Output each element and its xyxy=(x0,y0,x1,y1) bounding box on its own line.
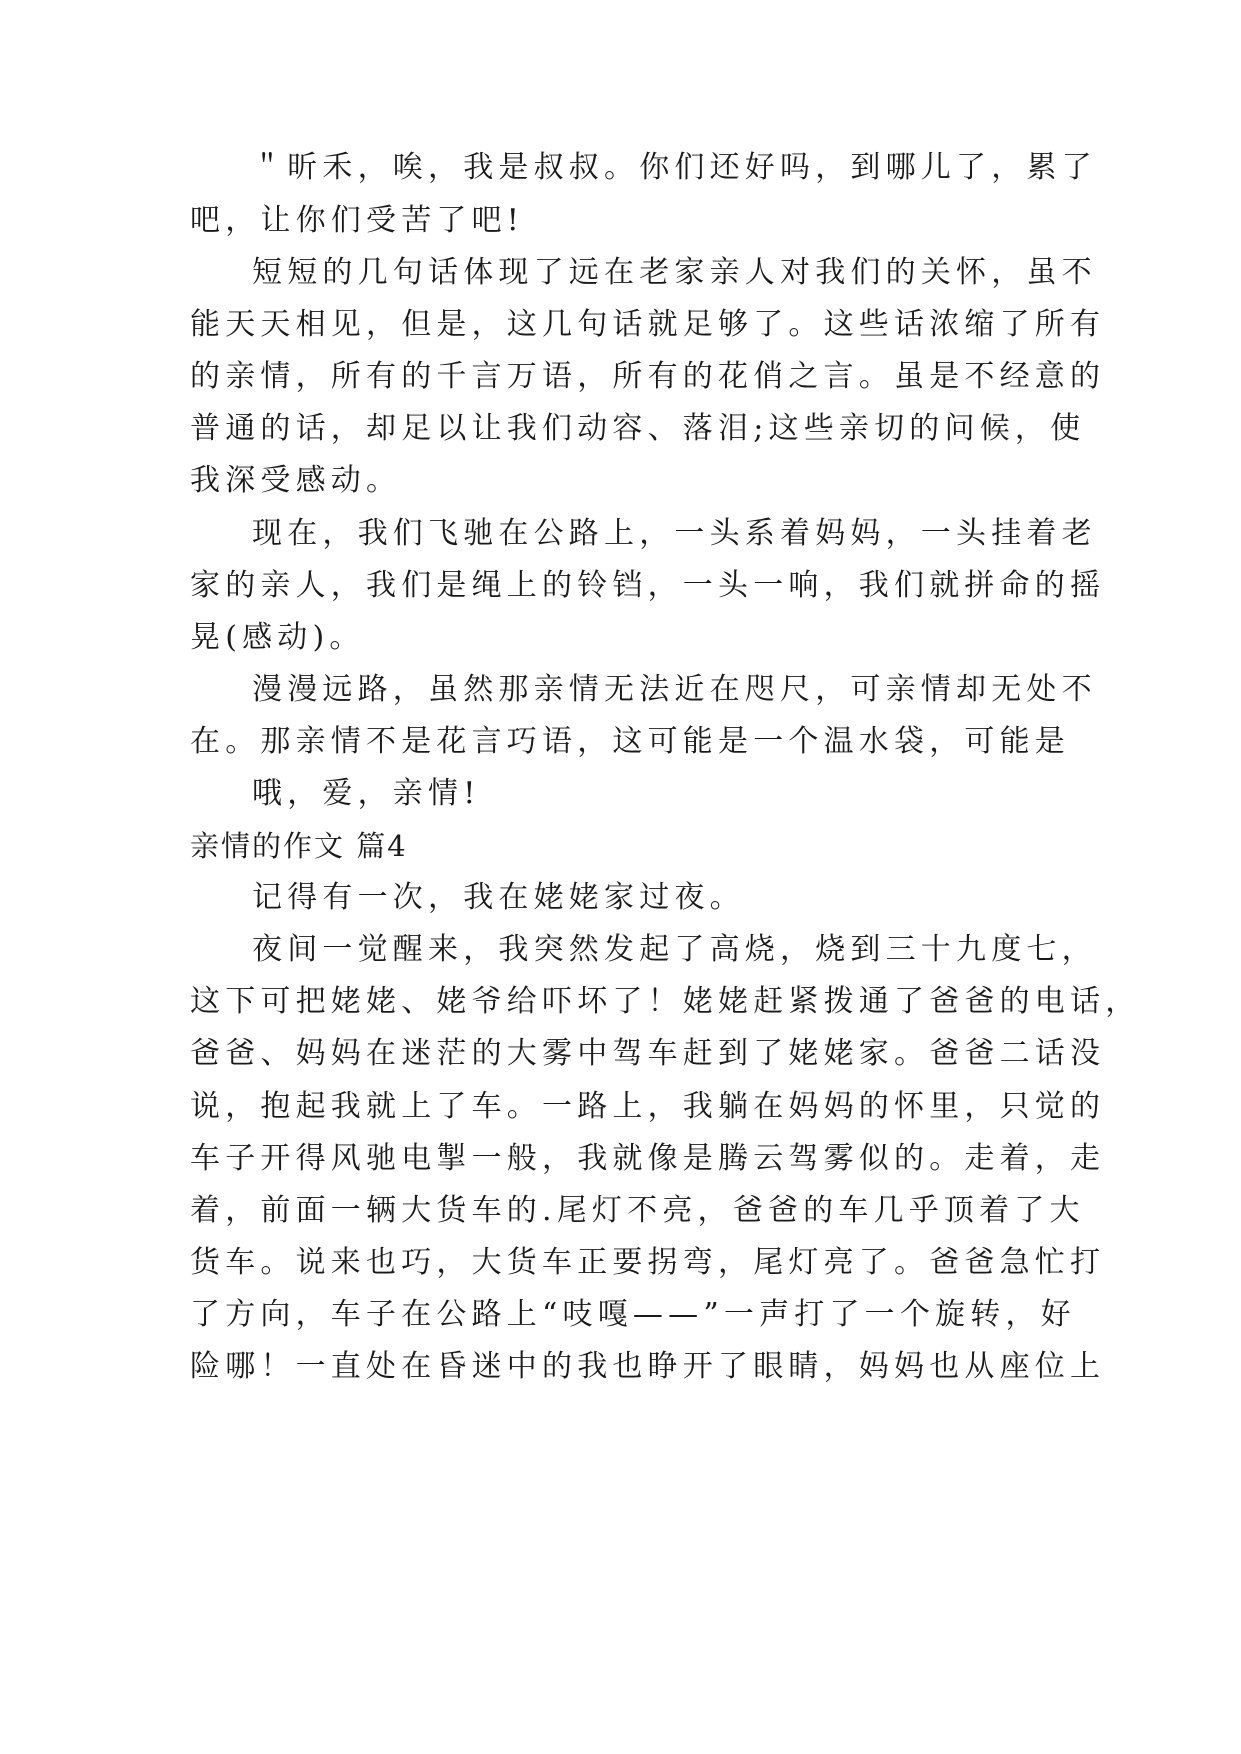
paragraph-line: 车子开得风驰电掣一般，我就像是腾云驾雾似的。走着，走 xyxy=(190,1141,1106,1176)
paragraph-line: 了方向，车子在公路上“吱嘎——”一声打了一个旋转，好 xyxy=(190,1297,1076,1332)
paragraph-line: 普通的话，却足以让我们动容、落泪;这些亲切的问候，使 xyxy=(190,411,1086,446)
paragraph-line: ＂昕禾，唉，我是叔叔。你们还好吗，到哪儿了，累了 xyxy=(252,150,1097,185)
paragraph-line: 哦，爱，亲情! xyxy=(252,776,481,811)
paragraph-line: 漫漫远路，虽然那亲情无法近在咫尺，可亲情却无处不 xyxy=(252,672,1097,707)
paragraph-line: 货车。说来也巧，大货车正要拐弯，尾灯亮了。爸爸急忙打 xyxy=(190,1245,1106,1280)
paragraph-line: 在。那亲情不是花言巧语，这可能是一个温水袋，可能是 xyxy=(190,724,1070,759)
paragraph-line: 吧，让你们受苦了吧! xyxy=(190,203,525,238)
paragraph-line: 爸爸、妈妈在迷茫的大雾中驾车赶到了姥姥家。爸爸二话没 xyxy=(190,1036,1106,1071)
paragraph-line: 记得有一次，我在姥姥家过夜。 xyxy=(252,880,745,915)
paragraph-line: 着，前面一辆大货车的.尾灯不亮，爸爸的车几乎顶着了大 xyxy=(190,1193,1085,1228)
paragraph-line: 家的亲人，我们是绳上的铃铛，一头一响，我们就拼命的摇 xyxy=(190,568,1106,603)
paragraph-line: 这下可把姥姥、姥爷给吓坏了！姥姥赶紧拨通了爸爸的电话， xyxy=(190,984,1141,1019)
paragraph-line: 晃(感动)。 xyxy=(190,620,365,655)
section-heading: 亲情的作文 篇4 xyxy=(190,829,408,863)
paragraph-line: 夜间一觉醒来，我突然发起了高烧，烧到三十九度七， xyxy=(252,932,1097,967)
paragraph-line: 能天天相见，但是，这几句话就足够了。这些话浓缩了所有 xyxy=(190,307,1106,342)
paragraph-line: 短短的几句话体现了远在老家亲人对我们的关怀，虽不 xyxy=(252,255,1097,290)
paragraph-line: 说，抱起我就上了车。一路上，我躺在妈妈的怀里，只觉的 xyxy=(190,1089,1106,1124)
paragraph-line: 现在，我们飞驰在公路上，一头系着妈妈，一头挂着老 xyxy=(252,516,1097,551)
paragraph-line: 我深受感动。 xyxy=(190,463,402,498)
paragraph-line: 的亲情，所有的千言万语，所有的花俏之言。虽是不经意的 xyxy=(190,359,1106,394)
paragraph-line: 险哪！一直处在昏迷中的我也睁开了眼睛，妈妈也从座位上 xyxy=(190,1349,1106,1384)
